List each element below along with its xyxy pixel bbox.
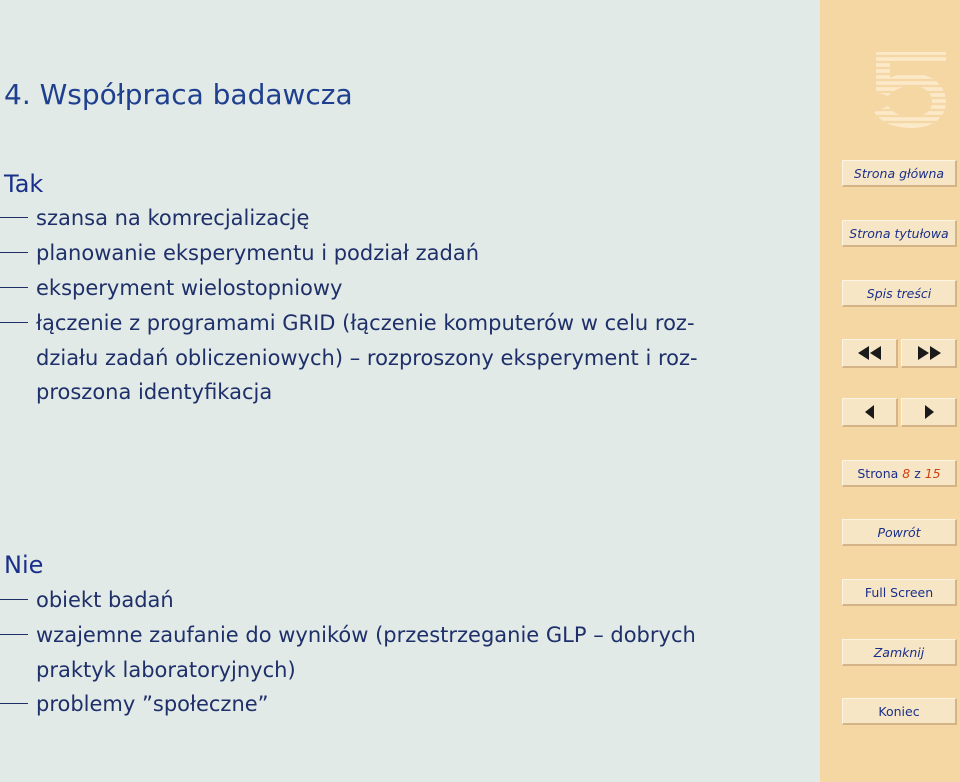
- left-arrow-icon: [863, 405, 877, 419]
- dash-icon: [0, 634, 28, 635]
- logo-icon: [848, 48, 948, 130]
- list-item: wzajemne zaufanie do wyników (przestrzeganie GLP – dobrych praktyk laboratoryjnych): [0, 618, 760, 687]
- list-item: szansa na komrecjalizację: [0, 201, 760, 236]
- previous-page-button[interactable]: [842, 398, 898, 427]
- dash-icon: [0, 703, 28, 704]
- title-page-button[interactable]: Strona tytułowa: [842, 220, 957, 247]
- next-page-button[interactable]: [901, 398, 957, 427]
- fullscreen-button[interactable]: Full Screen: [842, 579, 957, 606]
- toc-button[interactable]: Spis treści: [842, 280, 957, 307]
- dash-icon: [0, 599, 28, 600]
- double-right-arrow-icon: [916, 346, 942, 360]
- dash-icon: [0, 287, 28, 288]
- dash-icon: [0, 322, 28, 323]
- list-item: łączenie z programami GRID (łączenie komputerów w celu roz- działu zadań obliczeniowych) – rozproszony eksperyment i roz- proszona identyfikacja: [0, 306, 760, 410]
- first-page-button[interactable]: [842, 339, 898, 368]
- list-item: eksperyment wielostopniowy: [0, 271, 760, 306]
- list-item: problemy ”społeczne”: [0, 687, 760, 722]
- dash-icon: [0, 217, 28, 218]
- dash-icon: [0, 252, 28, 253]
- list-item: planowanie eksperymentu i podział zadań: [0, 236, 760, 271]
- slide-title: 4. Współpraca badawcza: [4, 78, 353, 111]
- section-heading-tak: Tak: [4, 170, 44, 198]
- double-left-arrow-icon: [857, 346, 883, 360]
- section-heading-nie: Nie: [4, 551, 44, 579]
- right-arrow-icon: [922, 405, 936, 419]
- home-button[interactable]: Strona główna: [842, 160, 957, 187]
- back-button[interactable]: Powrót: [842, 519, 957, 546]
- page-counter: Strona 8 z 15: [842, 460, 957, 487]
- last-page-button[interactable]: [901, 339, 957, 368]
- close-button[interactable]: Zamknij: [842, 639, 957, 666]
- quit-button[interactable]: Koniec: [842, 698, 957, 725]
- list-item: obiekt badań: [0, 583, 760, 618]
